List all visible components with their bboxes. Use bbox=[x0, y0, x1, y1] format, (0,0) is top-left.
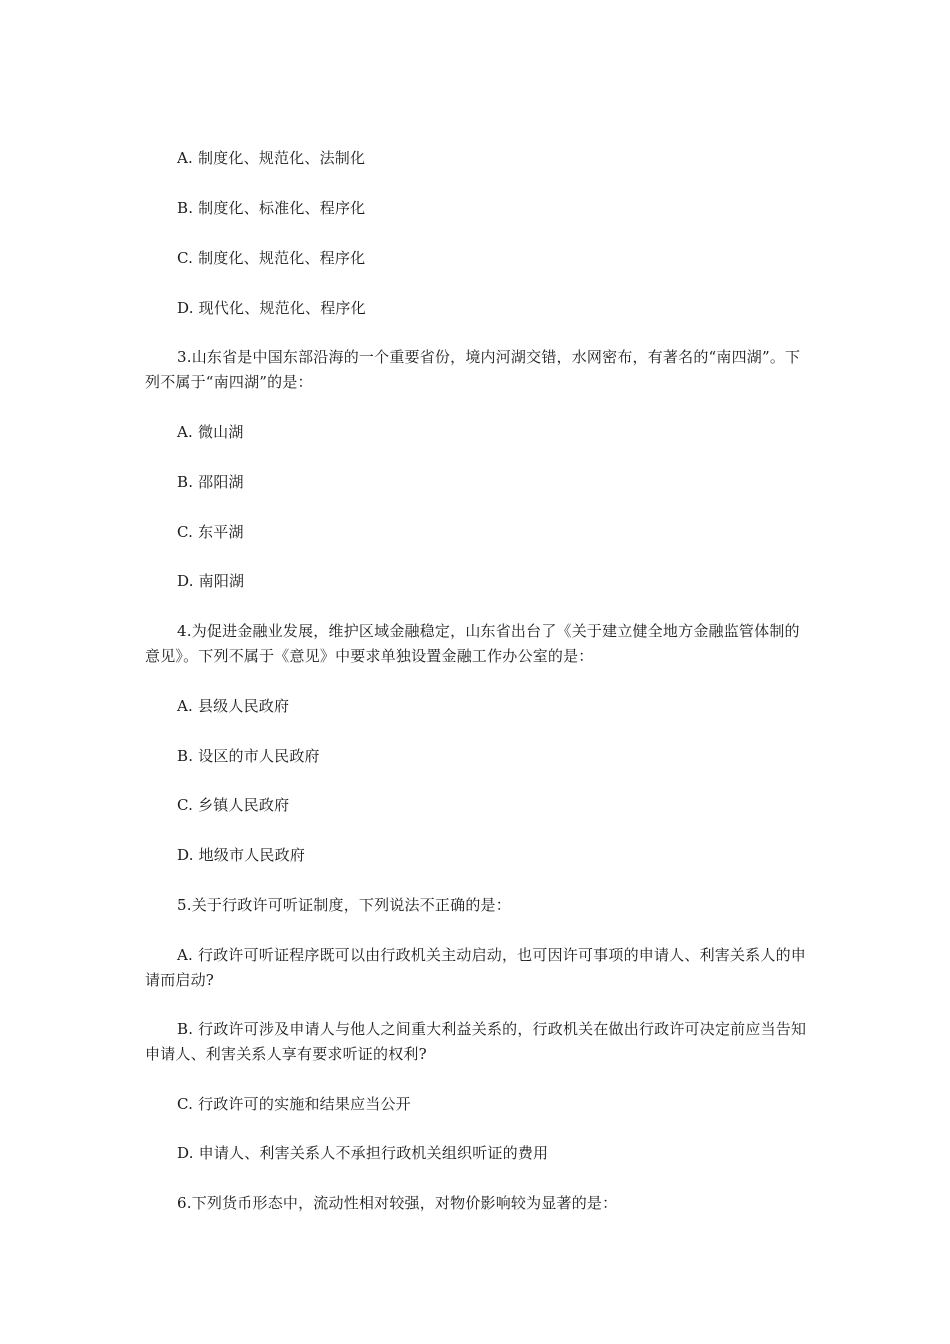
q5-stem: 5.关于行政许可听证制度，下列说法不正确的是： bbox=[177, 896, 511, 914]
q2-option-d: D. 现代化、规范化、程序化 bbox=[177, 299, 366, 317]
q3-option-a: A. 微山湖 bbox=[177, 423, 244, 441]
q4-option-c: C. 乡镇人民政府 bbox=[177, 796, 290, 814]
q5-option-a: A. 行政许可听证程序既可以由行政机关主动启动，也可因许可事项的申请人、利害关系人的申请而启动? bbox=[145, 946, 806, 989]
q4-option-b: B. 设区的市人民政府 bbox=[177, 747, 320, 765]
q3-option-c: C. 东平湖 bbox=[177, 523, 244, 541]
q6-stem: 6.下列货币形态中，流动性相对较强，对物价影响较为显著的是： bbox=[177, 1194, 618, 1212]
q5-option-b: B. 行政许可涉及申请人与他人之间重大利益关系的，行政机关在做出行政许可决定前应当告知申请人、利害关系人享有要求听证的权利? bbox=[145, 1020, 807, 1063]
q5-option-c: C. 行政许可的实施和结果应当公开 bbox=[177, 1095, 411, 1113]
q3-option-d: D. 南阳湖 bbox=[177, 572, 245, 590]
q4-option-d: D. 地级市人民政府 bbox=[177, 846, 306, 864]
q2-option-a: A. 制度化、规范化、法制化 bbox=[177, 149, 366, 167]
q5-option-d: D. 申请人、利害关系人不承担行政机关组织听证的费用 bbox=[177, 1144, 549, 1162]
q3-stem: 3.山东省是中国东部沿海的一个重要省份，境内河湖交错，水网密布，有著名的“南四湖”。下列不属于“南四湖”的是： bbox=[145, 348, 801, 391]
q4-option-a: A. 县级人民政府 bbox=[177, 697, 290, 715]
q2-option-c: C. 制度化、规范化、程序化 bbox=[177, 249, 366, 267]
q4-stem: 4.为促进金融业发展，维护区域金融稳定，山东省出台了《关于建立健全地方金融监管体制的意见》。下列不属于《意见》中要求单独设置金融工作办公室的是： bbox=[145, 622, 800, 665]
q3-option-b: B. 邵阳湖 bbox=[177, 473, 244, 491]
q2-option-b: B. 制度化、标准化、程序化 bbox=[177, 199, 366, 217]
